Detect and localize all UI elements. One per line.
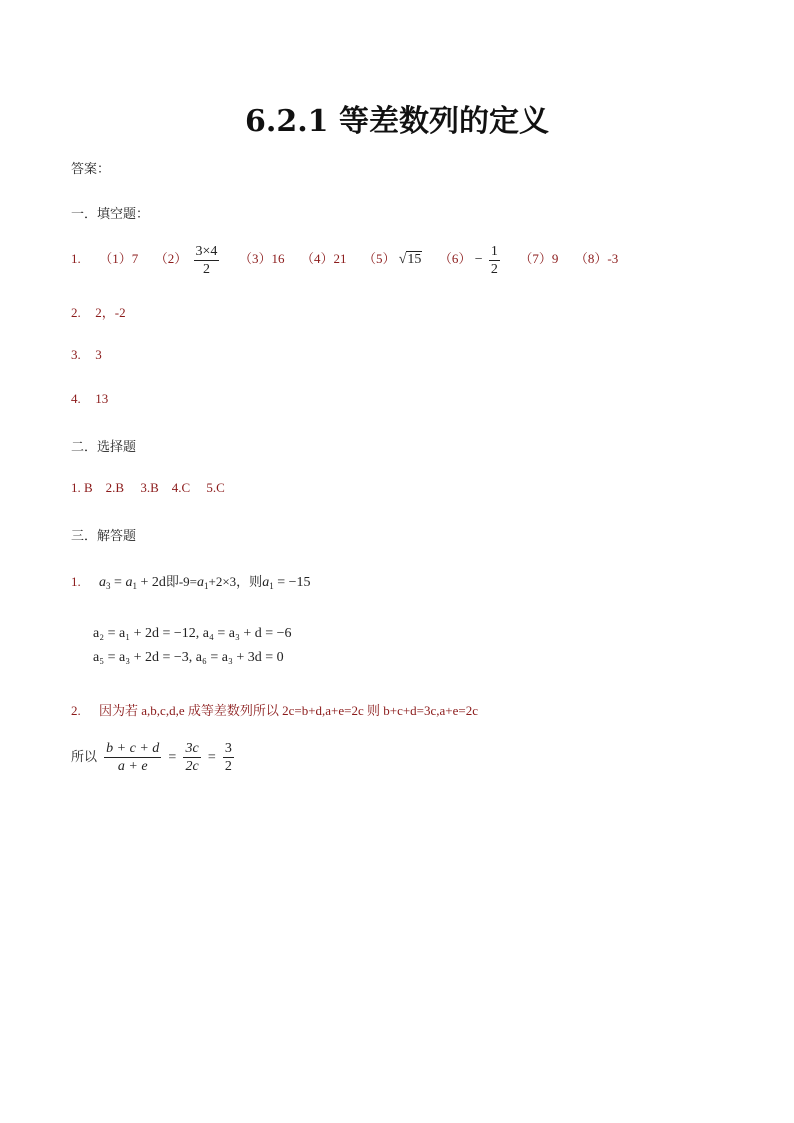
solve-q1-line2: a₂ = a₁ + 2d = −12, a₄ = a₃ + d = −6 [93, 626, 292, 641]
var-a: a [125, 575, 133, 590]
var-a: a [262, 575, 270, 590]
fraction-numerator: 1 [490, 243, 498, 259]
fraction-numerator: 3 [224, 741, 232, 756]
fraction-3c-over-2c [183, 740, 200, 775]
q2-number: 2. [71, 305, 81, 320]
expr: + 2d [136, 575, 166, 590]
q1-part5: （5） [362, 251, 396, 266]
section-solve-heading: 三．解答题 [71, 529, 137, 544]
minus-sign: − [474, 252, 483, 267]
fraction-denominator: 2 [224, 759, 232, 774]
fraction-numerator: 3c [185, 741, 199, 756]
fraction-3-over-2 [223, 740, 234, 775]
fill-blank-q1 [71, 240, 618, 279]
q1-part7: （7）9 [519, 251, 559, 266]
q3-answer: 3 [95, 347, 102, 362]
q1-part1: （1）7 [99, 251, 139, 266]
fraction-denominator: 2c [185, 759, 199, 774]
fill-blank-q2 [71, 302, 126, 321]
page-title: 6.2.1 等差数列的定义 [245, 104, 549, 139]
q1-part6-fraction [489, 243, 500, 278]
solve-q1-line3: a₅ = a₃ + 2d = −3, a₆ = a₃ + 3d = 0 [93, 650, 284, 665]
subscript: 1 [132, 581, 137, 591]
q1-part6: （6） [438, 251, 472, 266]
solve-q2-line1 [71, 700, 478, 719]
fill-blank-q4 [71, 391, 108, 407]
fraction-denominator: 2 [490, 261, 498, 277]
equals: = [168, 750, 177, 765]
q4-number: 4. [71, 391, 81, 406]
q4-answer: 13 [95, 391, 109, 406]
expr: = −15 [273, 575, 311, 590]
fraction-numerator: b + c + d [106, 741, 160, 756]
section-choice-heading: 二．选择题 [71, 440, 137, 455]
solve-q2-conclusion [71, 737, 237, 778]
q1-part3: （3）16 [238, 251, 285, 266]
conclusion-prefix: 所以 [71, 749, 98, 764]
equals: = [207, 750, 216, 765]
section-fill-blank-heading: 一．填空题： [71, 207, 150, 222]
zh-text: +2×3，则 [208, 574, 263, 589]
q2-answer: 2，-2 [95, 305, 126, 320]
fraction-denominator: 2 [202, 261, 210, 277]
choice-answers: 1. B 2.B 3.B 4.C 5.C [71, 480, 225, 495]
q1-part4: （4）21 [300, 251, 347, 266]
solve-q2-text: 因为若 a,b,c,d,e 成等差数列所以 2c=b+d,a+e=2c 则 b+c+d=3c,a+e=2c [99, 703, 479, 718]
solve-q1-number: 1. [71, 574, 81, 589]
var-a: a [99, 575, 107, 590]
subscript: 3 [106, 581, 111, 591]
radicand: 15 [407, 252, 422, 267]
subscript: 1 [269, 581, 274, 591]
q1-number: 1. [71, 251, 81, 266]
sqrt-expression: √15 [398, 252, 422, 267]
q3-number: 3. [71, 347, 81, 362]
var-a: a [197, 575, 205, 590]
zh-text: 即-9= [165, 574, 198, 589]
fraction-denominator: a + e [117, 759, 148, 774]
subscript: 1 [204, 581, 209, 591]
fraction-numerator: 3×4 [195, 243, 218, 259]
q1-part8: （8）-3 [574, 251, 619, 266]
solve-q2-number: 2. [71, 703, 81, 718]
equals: = [110, 575, 126, 590]
q1-part2: （2） [154, 251, 188, 266]
fill-blank-q3 [71, 347, 102, 363]
q1-part2-fraction [194, 243, 220, 278]
answer-label: 答案： [71, 162, 111, 177]
solve-q1-line1 [71, 571, 310, 591]
fraction-bcd-over-ae [104, 740, 161, 775]
